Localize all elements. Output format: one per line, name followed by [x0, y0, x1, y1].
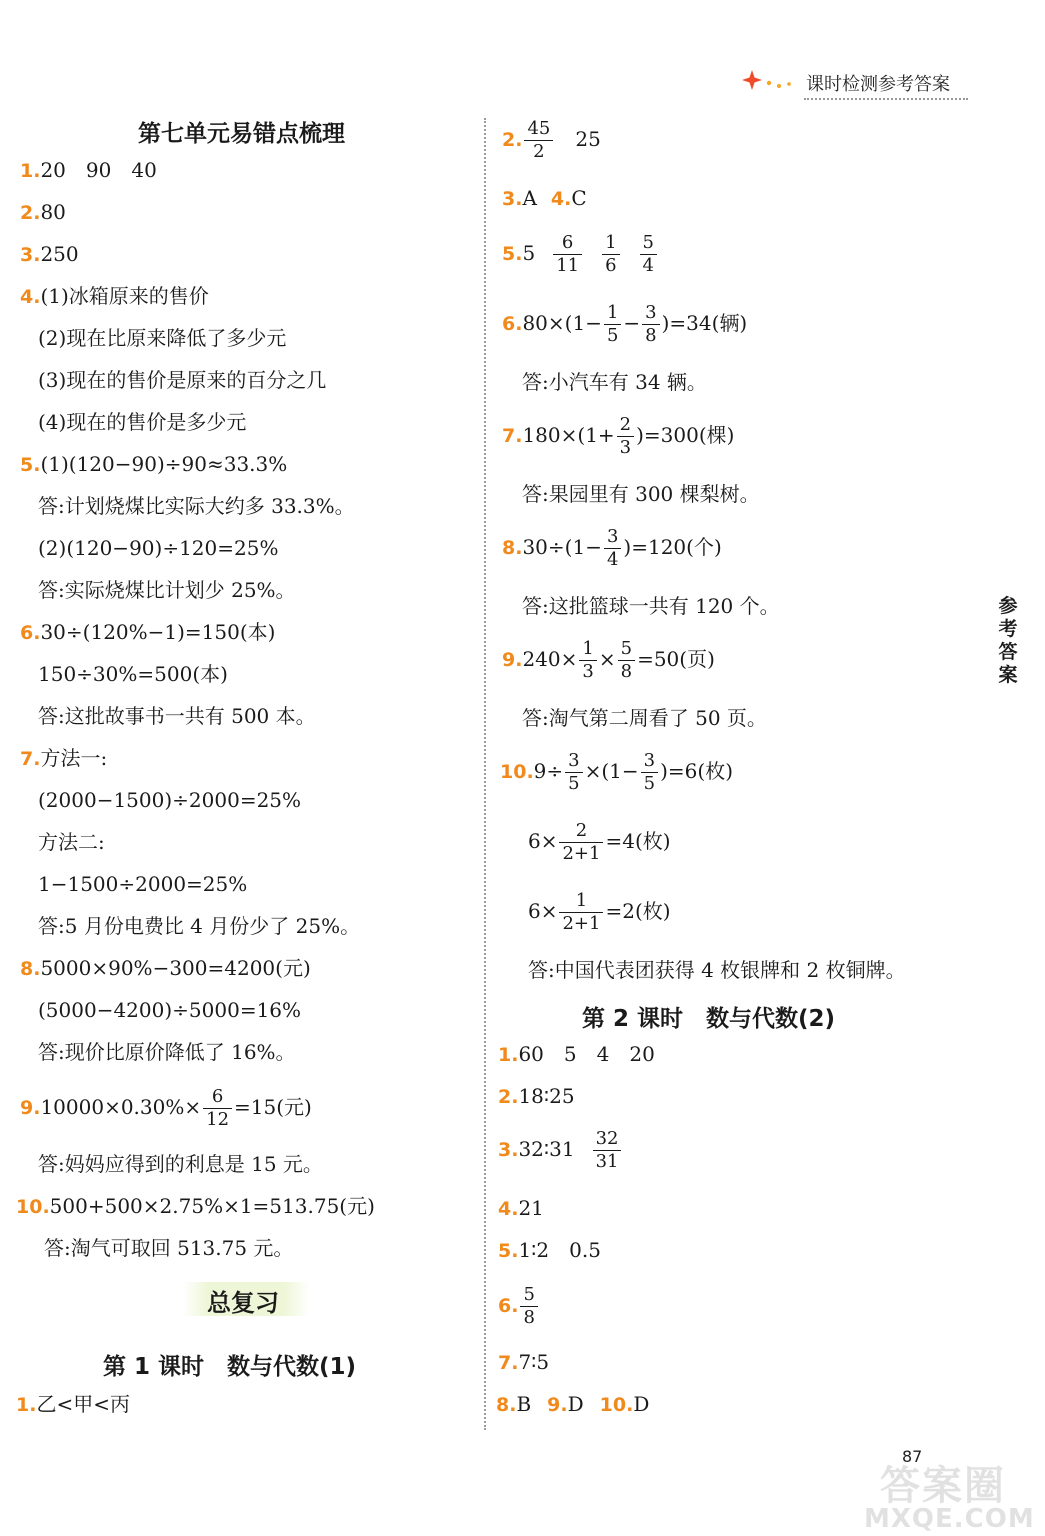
- fraction: [520, 1284, 537, 1329]
- answer-text: 答:实际烧煤比计划少 25%。: [38, 578, 296, 602]
- watermark-bottom: MXQE.COM: [864, 1504, 1035, 1534]
- answer-text: 答:淘气第二周看了 50 页。: [522, 706, 767, 730]
- list-item: [502, 638, 715, 683]
- denominator: 6: [605, 255, 617, 276]
- watermark-logo: [862, 1452, 1042, 1536]
- item-text: 1∶2 0.5: [518, 1238, 601, 1262]
- item-text: (1)(120−90)÷90≈33.3%: [40, 452, 288, 476]
- item-number: 9.: [502, 649, 523, 671]
- list-item: [502, 184, 587, 213]
- denominator: 8: [620, 661, 633, 682]
- denominator: 31: [595, 1151, 619, 1172]
- item-text: 乙<甲<丙: [36, 1392, 130, 1416]
- item-text: 500+500×2.75%×1=513.75(元): [49, 1194, 375, 1218]
- item-text: (3)现在的售价是原来的百分之几: [38, 368, 327, 392]
- item-number: 1.: [16, 1394, 37, 1416]
- denominator: 4: [606, 549, 619, 570]
- item-number: 5.: [20, 454, 41, 476]
- item-number: 6.: [502, 313, 523, 335]
- list-item: [502, 302, 747, 347]
- list-item: [20, 618, 275, 647]
- fraction: [618, 638, 635, 683]
- item-text: (4)现在的售价是多少元: [38, 410, 247, 434]
- fraction: [617, 414, 634, 459]
- item-text: 9÷: [533, 759, 564, 783]
- numerator: 6: [553, 232, 582, 255]
- fraction: [604, 526, 621, 571]
- item-text: )=300(棵): [636, 423, 735, 447]
- numerator: 3: [604, 526, 621, 549]
- list-item: [502, 118, 601, 163]
- side-tab: [995, 595, 1021, 687]
- denominator: 12: [206, 1109, 230, 1130]
- item-text: C: [571, 186, 587, 210]
- item-number: 9.: [20, 1097, 41, 1119]
- item-number: 7.: [20, 748, 41, 770]
- page-number: 87: [902, 1447, 923, 1466]
- item-number: 1.: [498, 1044, 519, 1066]
- item-number: 3.: [20, 244, 41, 266]
- denominator: 5: [568, 773, 580, 794]
- denominator: 2+1: [562, 843, 601, 864]
- denominator: 8: [645, 325, 657, 346]
- denominator: 8: [523, 1307, 535, 1328]
- fraction: [602, 232, 619, 277]
- fraction: [593, 1128, 622, 1173]
- list-item: [528, 890, 671, 935]
- item-text: =15(元): [234, 1095, 312, 1119]
- item-text: 180×(1+: [522, 423, 615, 447]
- list-item: [20, 198, 66, 227]
- list-item: [502, 414, 734, 459]
- list-item: [502, 232, 659, 277]
- list-item: [20, 240, 79, 269]
- numerator: 1: [579, 638, 596, 661]
- item-text: 21: [518, 1196, 544, 1220]
- header-dotted-rule: [804, 98, 968, 100]
- item-text: 18∶25: [518, 1084, 575, 1108]
- item-text: 32∶31: [518, 1137, 575, 1161]
- denominator: 4: [642, 255, 654, 276]
- item-text: ×: [598, 647, 616, 671]
- item-text: (2)(120−90)÷120=25%: [38, 536, 279, 560]
- item-number: 4.: [550, 188, 572, 210]
- item-text: 方法二:: [38, 830, 105, 854]
- fraction: [565, 750, 582, 795]
- item-text: 250: [40, 242, 79, 266]
- list-item: [20, 282, 209, 311]
- list-item: [498, 1040, 655, 1069]
- list-item: [16, 1192, 375, 1221]
- answer-text: 答:计划烧煤比实际大约多 33.3%。: [38, 494, 355, 518]
- fraction: [642, 302, 659, 347]
- item-number: 2.: [498, 1086, 519, 1108]
- item-text: 240×: [522, 647, 578, 671]
- list-item: [20, 1086, 312, 1131]
- fraction: [553, 232, 582, 277]
- list-item: [498, 1236, 601, 1265]
- item-number: 3.: [502, 188, 523, 210]
- answer-text: 答:妈妈应得到的利息是 15 元。: [38, 1152, 323, 1176]
- item-number: 7.: [502, 425, 523, 447]
- numerator: 3: [565, 750, 582, 773]
- denominator: 11: [556, 255, 580, 276]
- list-item: [20, 954, 311, 983]
- item-number: 6.: [498, 1295, 519, 1317]
- item-text: ×(1−: [584, 759, 639, 783]
- item-number: 5.: [502, 243, 523, 265]
- list-item: [502, 526, 722, 571]
- unit7-title: 第七单元易错点梳理: [138, 121, 345, 147]
- fraction: [604, 302, 621, 347]
- answer-text: 答:中国代表团获得 4 枚银牌和 2 枚铜牌。: [528, 958, 906, 982]
- item-text: B: [516, 1392, 532, 1416]
- numerator: 3: [641, 750, 658, 773]
- numerator: 5: [640, 232, 657, 255]
- item-text: (2000−1500)÷2000=25%: [38, 788, 302, 812]
- item-text: 30÷(1−: [522, 535, 602, 559]
- lesson1-title: 第 1 课时 数与代数(1): [103, 1354, 357, 1380]
- numerator: 1: [604, 302, 621, 325]
- item-text: D: [633, 1392, 650, 1416]
- list-item: [498, 1284, 540, 1329]
- item-number: 4.: [498, 1198, 519, 1220]
- item-number: 10.: [500, 761, 534, 783]
- item-text: (5000−4200)÷5000=16%: [38, 998, 302, 1022]
- fraction: [559, 890, 603, 935]
- numerator: 1: [559, 890, 603, 913]
- list-item: [498, 1082, 575, 1111]
- list-item: [20, 744, 107, 773]
- numerator: 2: [617, 414, 634, 437]
- item-number: 1.: [20, 160, 41, 182]
- item-text: 方法一:: [40, 746, 108, 770]
- item-number: 8.: [20, 958, 41, 980]
- fraction: [579, 638, 596, 683]
- item-text: =4(枚): [605, 829, 671, 853]
- item-number: 10.: [599, 1394, 634, 1416]
- numerator: 5: [618, 638, 635, 661]
- item-number: 3.: [498, 1139, 519, 1161]
- list-item: [496, 1390, 649, 1419]
- fraction: [641, 750, 658, 795]
- answer-text: 答:果园里有 300 棵梨树。: [522, 482, 760, 506]
- numerator: 3: [642, 302, 659, 325]
- fraction: [640, 232, 657, 277]
- item-text: 60 5 4 20: [518, 1042, 655, 1066]
- item-text: 80×(1−: [522, 311, 602, 335]
- denominator: 5: [643, 773, 656, 794]
- item-text: =50(页): [637, 647, 715, 671]
- numerator: 5: [520, 1284, 537, 1307]
- watermark-top: 答案圈: [880, 1463, 1006, 1509]
- item-text: 6×: [528, 829, 558, 853]
- review-title: 总复习: [207, 1289, 279, 1317]
- numerator: 32: [593, 1128, 622, 1151]
- answer-text: 答:这批故事书一共有 500 本。: [38, 704, 316, 728]
- header-title: 课时检测参考答案: [806, 74, 950, 95]
- item-text: )=120(个): [623, 535, 722, 559]
- item-text: (2)现在比原来降低了多少元: [38, 326, 287, 350]
- list-item: [500, 750, 733, 795]
- item-text: 80: [40, 200, 66, 224]
- list-item: [528, 820, 671, 865]
- item-text: 5000×90%−300=4200(元): [40, 956, 311, 980]
- numerator: 1: [602, 232, 619, 255]
- item-number: 8.: [496, 1394, 517, 1416]
- list-item: [498, 1348, 549, 1377]
- item-number: 4.: [20, 286, 41, 308]
- numerator: 6: [203, 1086, 232, 1109]
- answer-text: 答:小汽车有 34 辆。: [522, 370, 707, 394]
- item-number: 10.: [16, 1196, 50, 1218]
- column-divider: [484, 118, 486, 1430]
- numerator: 45: [524, 118, 553, 141]
- list-item: [20, 450, 287, 479]
- item-text: −: [623, 311, 641, 335]
- item-text: (1)冰箱原来的售价: [40, 284, 209, 308]
- item-number: 7.: [498, 1352, 519, 1374]
- numerator: 2: [559, 820, 603, 843]
- item-text: 20 90 40: [40, 158, 157, 182]
- side-tab-label: 参考答案: [998, 595, 1018, 686]
- item-text: 30÷(120%−1)=150(本): [40, 620, 276, 644]
- item-number: 6.: [20, 622, 41, 644]
- answer-text: 答:这批篮球一共有 120 个。: [522, 594, 780, 618]
- item-text: 25: [575, 127, 601, 151]
- denominator: 2+1: [562, 913, 601, 934]
- item-number: 2.: [20, 202, 41, 224]
- item-text: 1−1500÷2000=25%: [38, 872, 248, 896]
- item-number: 5.: [498, 1240, 519, 1262]
- item-text: D: [567, 1392, 584, 1416]
- item-number: 8.: [502, 537, 523, 559]
- denominator: 3: [619, 437, 632, 458]
- item-text: 5: [522, 241, 536, 265]
- item-number: 2.: [502, 129, 523, 151]
- fraction: [203, 1086, 232, 1131]
- answer-text: 答:5 月份电费比 4 月份少了 25%。: [38, 914, 361, 938]
- item-text: 7∶5: [518, 1350, 550, 1374]
- item-number: 9.: [547, 1394, 568, 1416]
- list-item: [498, 1194, 544, 1223]
- lesson2-title: 第 2 课时 数与代数(2): [582, 1006, 836, 1032]
- item-text: 10000×0.30%×: [40, 1095, 202, 1119]
- answer-text: 答:现价比原价降低了 16%。: [38, 1040, 296, 1064]
- sparkle-icon: [742, 68, 802, 92]
- item-text: A: [522, 186, 537, 210]
- answer-text: 答:淘气可取回 513.75 元。: [44, 1236, 294, 1260]
- item-text: 6×: [528, 899, 558, 923]
- list-item: [498, 1128, 623, 1173]
- denominator: 3: [582, 661, 594, 682]
- list-item: [16, 1390, 130, 1419]
- fraction: [524, 118, 553, 163]
- fraction: [559, 820, 603, 865]
- item-text: )=6(枚): [660, 759, 733, 783]
- denominator: 2: [533, 141, 545, 162]
- item-text: 150÷30%=500(本): [38, 662, 228, 686]
- item-text: )=34(辆): [661, 311, 748, 335]
- item-text: =2(枚): [605, 899, 671, 923]
- list-item: [20, 156, 157, 185]
- denominator: 5: [606, 325, 619, 346]
